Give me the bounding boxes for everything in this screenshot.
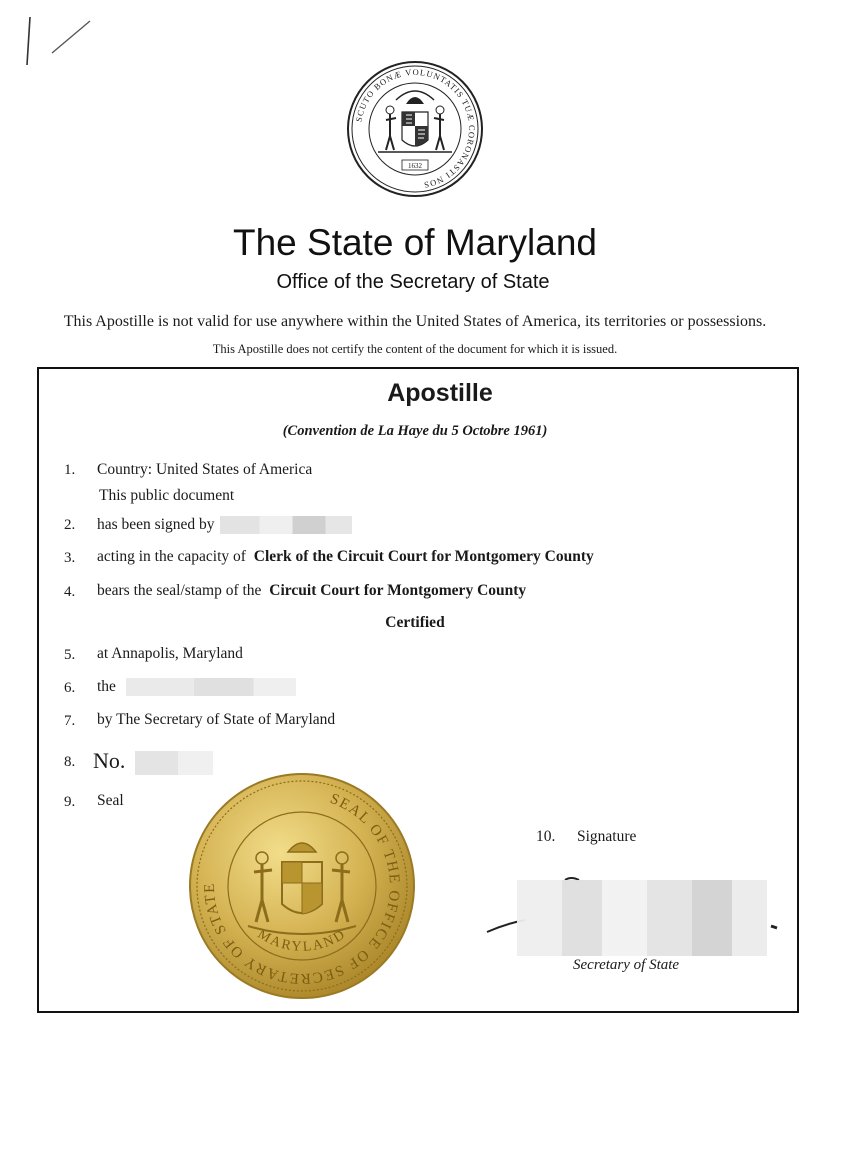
redacted-signature [485, 872, 785, 958]
item-number: 4. [64, 584, 76, 600]
capacity-label: acting in the capacity of [97, 548, 246, 565]
item-capacity [97, 548, 594, 566]
content-disclaimer: This Apostille does not certify the content of the document for which it is issued. [212, 342, 618, 356]
redacted-signer-name [220, 516, 352, 534]
item-number: 6. [64, 680, 76, 696]
item-number-label [93, 748, 213, 775]
page-subtitle: Office of the Secretary of State [276, 271, 550, 293]
item-issuer: by The Secretary of State of Maryland [97, 711, 336, 728]
date-label: the [97, 678, 116, 695]
item-public-document: This public document [99, 487, 235, 504]
validity-disclaimer: This Apostille is not valid for use anywhere within the United States of America, its territories or possessions. [63, 313, 767, 330]
item-number: 2. [64, 517, 76, 533]
pen-mark-scribble [20, 15, 100, 75]
number-label: No. [93, 748, 126, 773]
gold-seal-ring-text: SEAL OF THE OFFICE OF SECRETARY OF STATE [201, 790, 403, 987]
item-date [97, 678, 296, 696]
seal-stamp-label: bears the seal/stamp of the [97, 582, 262, 599]
item-number: 5. [64, 647, 76, 663]
secretary-of-state-title: Secretary of State [573, 957, 680, 973]
item-location: at Annapolis, Maryland [97, 645, 243, 662]
signed-by-label: has been signed by [97, 516, 215, 533]
redacted-date [126, 678, 296, 696]
certified-label: Certified [385, 614, 445, 631]
capacity-value: Clerk of the Circuit Court for Montgomery County [253, 548, 594, 565]
apostille-heading: Apostille [387, 379, 493, 407]
seal-stamp-value: Circuit Court for Montgomery County [269, 582, 527, 599]
gold-seal-bottom-text: MARYLAND [254, 926, 350, 955]
item-number: 9. [64, 794, 76, 810]
top-seal-ring-text: SCUTO BONÆ VOLUNTATIS TUÆ CORONASTI NOS [353, 66, 478, 191]
convention-subtitle: (Convention de La Haye du 5 Octobre 1961) [282, 423, 548, 439]
item-number: 7. [64, 713, 76, 729]
signature-label: Signature [577, 828, 637, 845]
top-seal-year: 1632 [408, 162, 422, 170]
item-signed-by [97, 516, 352, 534]
item-number: 1. [64, 462, 76, 478]
signature-redaction-block [517, 880, 767, 956]
gold-embossed-seal-icon [188, 772, 416, 1000]
page-title: The State of Maryland [232, 222, 598, 263]
item-number: 8. [64, 754, 76, 770]
item-seal-stamp [97, 582, 526, 600]
item-country: Country: United States of America [97, 461, 313, 478]
item-seal: Seal [97, 792, 124, 809]
item-number: 3. [64, 550, 76, 566]
signature-item-number: 10. [536, 828, 556, 845]
maryland-great-seal-icon [346, 60, 484, 198]
